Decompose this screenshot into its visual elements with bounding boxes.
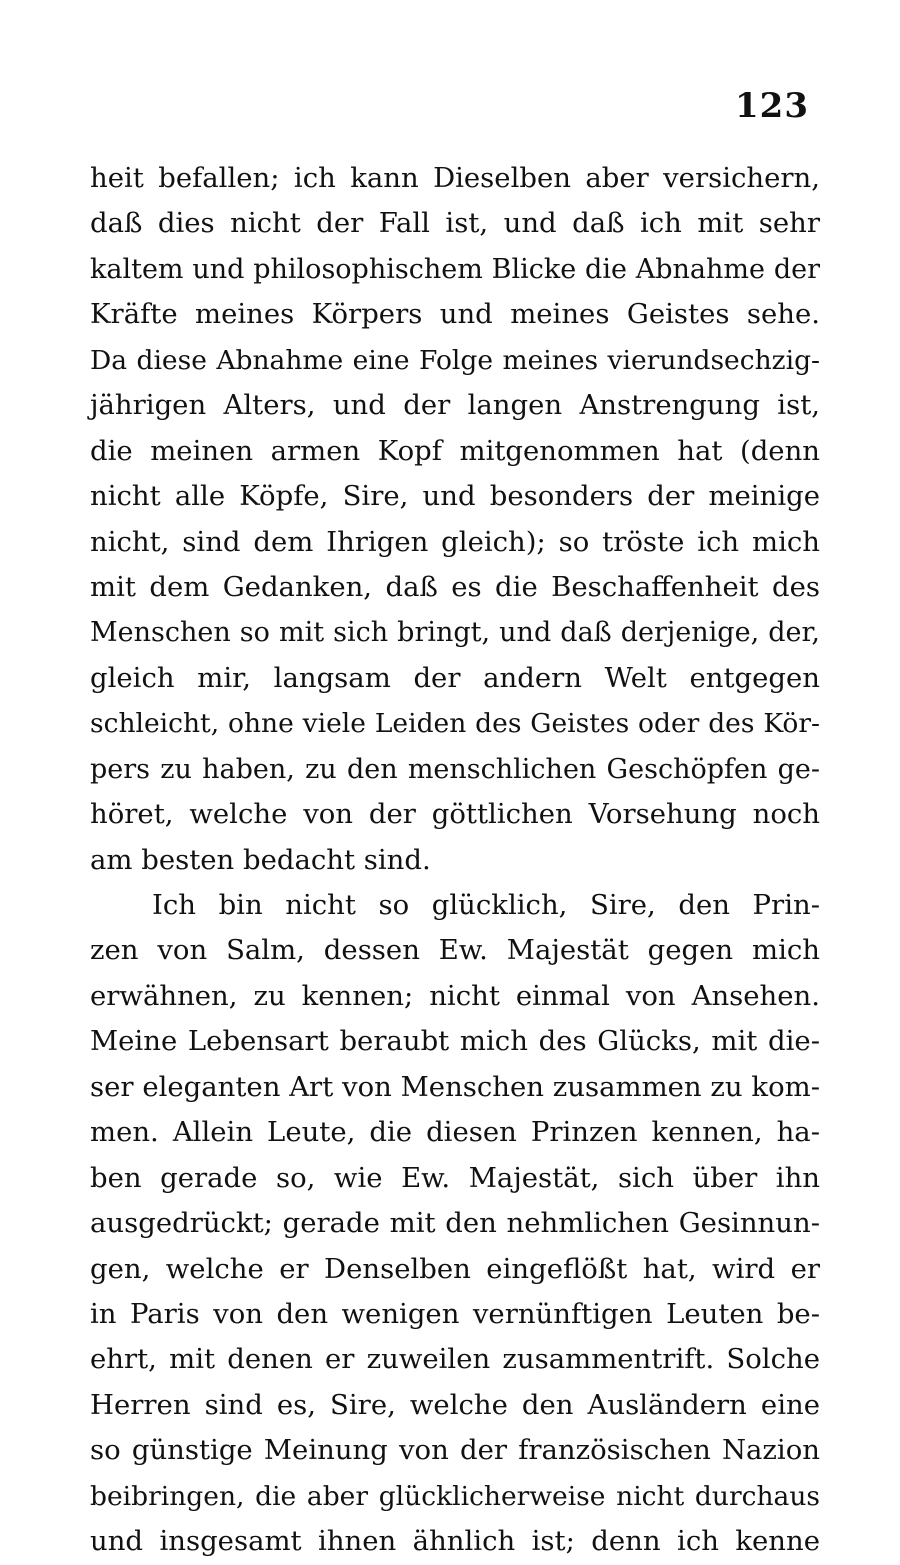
text-line: mit dem Gedanken, daß es die Beschaffenheit des: [90, 570, 820, 603]
text-line: pers zu haben, zu den menschlichen Geschöpfen ge-: [90, 753, 820, 785]
text-line: ser eleganten Art von Menschen zusammen zu kom-: [90, 1070, 820, 1103]
text-line: gen, welche er Denselben eingeflößt hat, wird er: [90, 1252, 820, 1285]
text-line: so günstige Meinung von der französischen Nazion: [90, 1434, 820, 1467]
text-line: höret, welche von der göttlichen Vorsehung noch: [90, 798, 820, 831]
body-text: [90, 156, 820, 1565]
text-line: schleicht, ohne viele Leiden des Geistes oder des Kör-: [90, 708, 820, 740]
text-line: Meine Lebensart beraubt mich des Glücks, mit die-: [90, 1025, 820, 1058]
text-line: zen von Salm, dessen Ew. Majestät gegen mich: [90, 934, 820, 967]
text-line: Herren sind es, Sire, welche den Ausländern eine: [90, 1388, 820, 1421]
text-line: daß dies nicht der Fall ist, und daß ich mit sehr: [90, 207, 820, 240]
text-line: kaltem und philosophischem Blicke die Abnahme der: [90, 253, 820, 285]
text-line: nicht, sind dem Ihrigen gleich); so tröste ich mich: [90, 525, 820, 558]
text-line: Da diese Abnahme eine Folge meines vierundsechzig-: [90, 344, 820, 376]
text-line: gleich mir, langsam der andern Welt entgegen: [90, 661, 820, 694]
text-line: beibringen, die aber glücklicherweise nicht durchaus: [90, 1480, 820, 1512]
text-line: in Paris von den wenigen vernünftigen Leuten be-: [90, 1297, 820, 1330]
text-line: heit befallen; ich kann Dieselben aber versichern,: [90, 162, 820, 194]
text-line: ausgedrückt; gerade mit den nehmlichen Gesinnun-: [90, 1207, 820, 1240]
text-line: erwähnen, zu kennen; nicht einmal von Ansehen.: [90, 979, 820, 1012]
paragraph-start-line: Ich bin nicht so glücklich, Sire, den Prin-: [152, 889, 820, 921]
text-line: Menschen so mit sich bringt, und daß derjenige, der,: [90, 617, 820, 649]
page-number: 123: [735, 86, 809, 126]
text-line: men. Allein Leute, die diesen Prinzen kennen, ha-: [90, 1116, 820, 1149]
paragraph-end-line: am besten bedacht sind.: [90, 843, 431, 876]
text-line: nicht alle Köpfe, Sire, und besonders der meinige: [90, 480, 820, 513]
text-line: und insgesamt ihnen ähnlich ist; denn ich kenne: [90, 1525, 820, 1558]
text-line: Kräfte meines Körpers und meines Geistes sehe.: [90, 298, 820, 331]
text-line: die meinen armen Kopf mitgenommen hat (denn: [90, 434, 820, 467]
text-line: ehrt, mit denen er zuweilen zusammentrift. Solche: [90, 1343, 820, 1376]
text-line: jährigen Alters, und der langen Anstrengung ist,: [90, 389, 820, 422]
text-line: ben gerade so, wie Ew. Majestät, sich über ihn: [90, 1161, 820, 1194]
